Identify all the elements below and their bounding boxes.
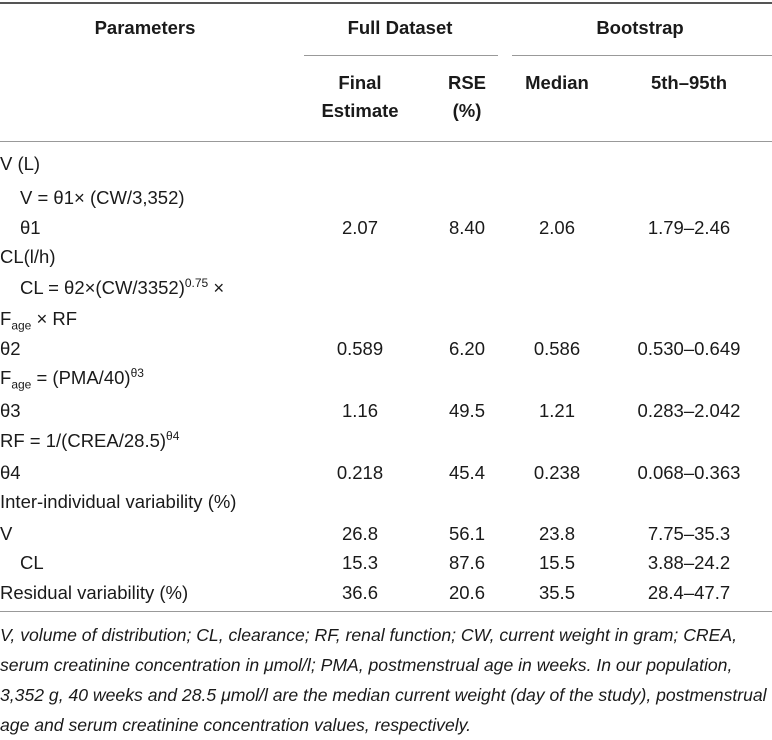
row-theta1-fe: 2.07 bbox=[341, 217, 378, 238]
header-parameters: Parameters bbox=[94, 17, 196, 38]
row-theta3-fe: 1.16 bbox=[341, 400, 378, 421]
row-theta1-label: θ1 bbox=[20, 217, 41, 238]
fage-rf-sub: age bbox=[11, 318, 32, 333]
full-dataset-span-rule bbox=[304, 55, 498, 56]
row-theta3-ci: 0.283–2.042 bbox=[637, 400, 741, 421]
header-full-dataset: Full Dataset bbox=[347, 17, 453, 38]
row-iiv-cl-fe: 15.3 bbox=[341, 552, 378, 573]
row-iiv-v-rse: 56.1 bbox=[448, 523, 485, 544]
cl-eq-a: CL = θ2×(CW/3352) bbox=[20, 277, 185, 298]
row-iiv-cl-ci: 3.88–24.2 bbox=[647, 552, 731, 573]
row-fage-rf bbox=[0, 305, 77, 333]
header-5th-95th: 5th–95th bbox=[650, 72, 728, 93]
row-residual-fe: 36.6 bbox=[341, 582, 378, 603]
fage-rf-f: F bbox=[0, 308, 12, 329]
cl-eq-b: × bbox=[208, 277, 225, 298]
row-theta3-label: θ3 bbox=[0, 400, 21, 421]
header-bottom-rule bbox=[0, 141, 772, 142]
row-rf-equation bbox=[0, 427, 179, 455]
row-theta2-ci: 0.530–0.649 bbox=[637, 338, 741, 359]
row-theta4-median: 0.238 bbox=[533, 462, 581, 483]
row-iiv-cl-median: 15.5 bbox=[538, 552, 575, 573]
fage-eq-exp: θ3 bbox=[130, 365, 144, 380]
header-final-estimate-line2: Estimate bbox=[321, 100, 399, 121]
row-cl-section: CL(l/h) bbox=[0, 246, 56, 267]
top-rule bbox=[0, 2, 772, 4]
row-residual-label: Residual variability (%) bbox=[0, 582, 189, 603]
row-theta2-fe: 0.589 bbox=[336, 338, 384, 359]
rf-eq: RF = 1/(CREA/28.5) bbox=[0, 430, 167, 451]
row-residual-ci: 28.4–47.7 bbox=[647, 582, 731, 603]
table-footnote: V, volume of distribution; CL, clearance; RF, renal function; CW, current weight in gram; CREA, serum creatinine concentration in μmol/l; PMA, postmenstrual age in weeks. In our population, 3,352 g, 40 weeks and 28.5 μmol/l are the median current weight (day of the study), postmenstrual age and serum creatinine concentration values, respectively. bbox=[0, 625, 767, 735]
row-theta4-rse: 45.4 bbox=[448, 462, 485, 483]
row-cl-equation bbox=[0, 274, 224, 302]
row-theta4-label: θ4 bbox=[0, 462, 21, 483]
row-iiv-cl-label: CL bbox=[20, 552, 44, 573]
row-iiv-v-ci: 7.75–35.3 bbox=[647, 523, 731, 544]
header-rse-line1: RSE bbox=[447, 72, 487, 93]
header-bootstrap: Bootstrap bbox=[596, 17, 684, 38]
bootstrap-span-rule bbox=[512, 55, 772, 56]
row-theta1-rse: 8.40 bbox=[448, 217, 485, 238]
row-v-section: V (L) bbox=[0, 153, 41, 174]
fage-eq-rest: = (PMA/40) bbox=[31, 367, 131, 388]
row-residual-median: 35.5 bbox=[538, 582, 575, 603]
cl-eq-exp: 0.75 bbox=[184, 275, 209, 290]
row-theta4-ci: 0.068–0.363 bbox=[637, 462, 741, 483]
row-iiv-v-label: V bbox=[0, 523, 13, 544]
header-rse-line2: (%) bbox=[452, 100, 482, 121]
row-iiv-v-fe: 26.8 bbox=[341, 523, 378, 544]
fage-eq-sub: age bbox=[11, 377, 32, 392]
fage-eq-f: F bbox=[0, 367, 12, 388]
row-theta1-median: 2.06 bbox=[538, 217, 575, 238]
row-residual-rse: 20.6 bbox=[448, 582, 485, 603]
rf-eq-exp: θ4 bbox=[166, 428, 180, 443]
row-theta2-median: 0.586 bbox=[533, 338, 581, 359]
row-theta3-rse: 49.5 bbox=[448, 400, 485, 421]
row-theta3-median: 1.21 bbox=[538, 400, 575, 421]
row-theta1-ci: 1.79–2.46 bbox=[647, 217, 731, 238]
row-v-equation: V = θ1× (CW/3,352) bbox=[20, 187, 185, 208]
row-theta2-rse: 6.20 bbox=[448, 338, 485, 359]
row-theta4-fe: 0.218 bbox=[336, 462, 384, 483]
row-theta2-label: θ2 bbox=[0, 338, 21, 359]
row-iiv-section: Inter-individual variability (%) bbox=[0, 491, 237, 512]
header-median: Median bbox=[525, 72, 589, 93]
header-rse bbox=[422, 69, 512, 125]
bottom-rule bbox=[0, 611, 772, 612]
row-iiv-cl-rse: 87.6 bbox=[448, 552, 485, 573]
fage-rf-rest: × RF bbox=[31, 308, 78, 329]
header-final-estimate-line1: Final bbox=[338, 72, 382, 93]
row-fage-equation bbox=[0, 364, 144, 392]
row-iiv-v-median: 23.8 bbox=[538, 523, 575, 544]
header-final-estimate bbox=[302, 69, 418, 125]
